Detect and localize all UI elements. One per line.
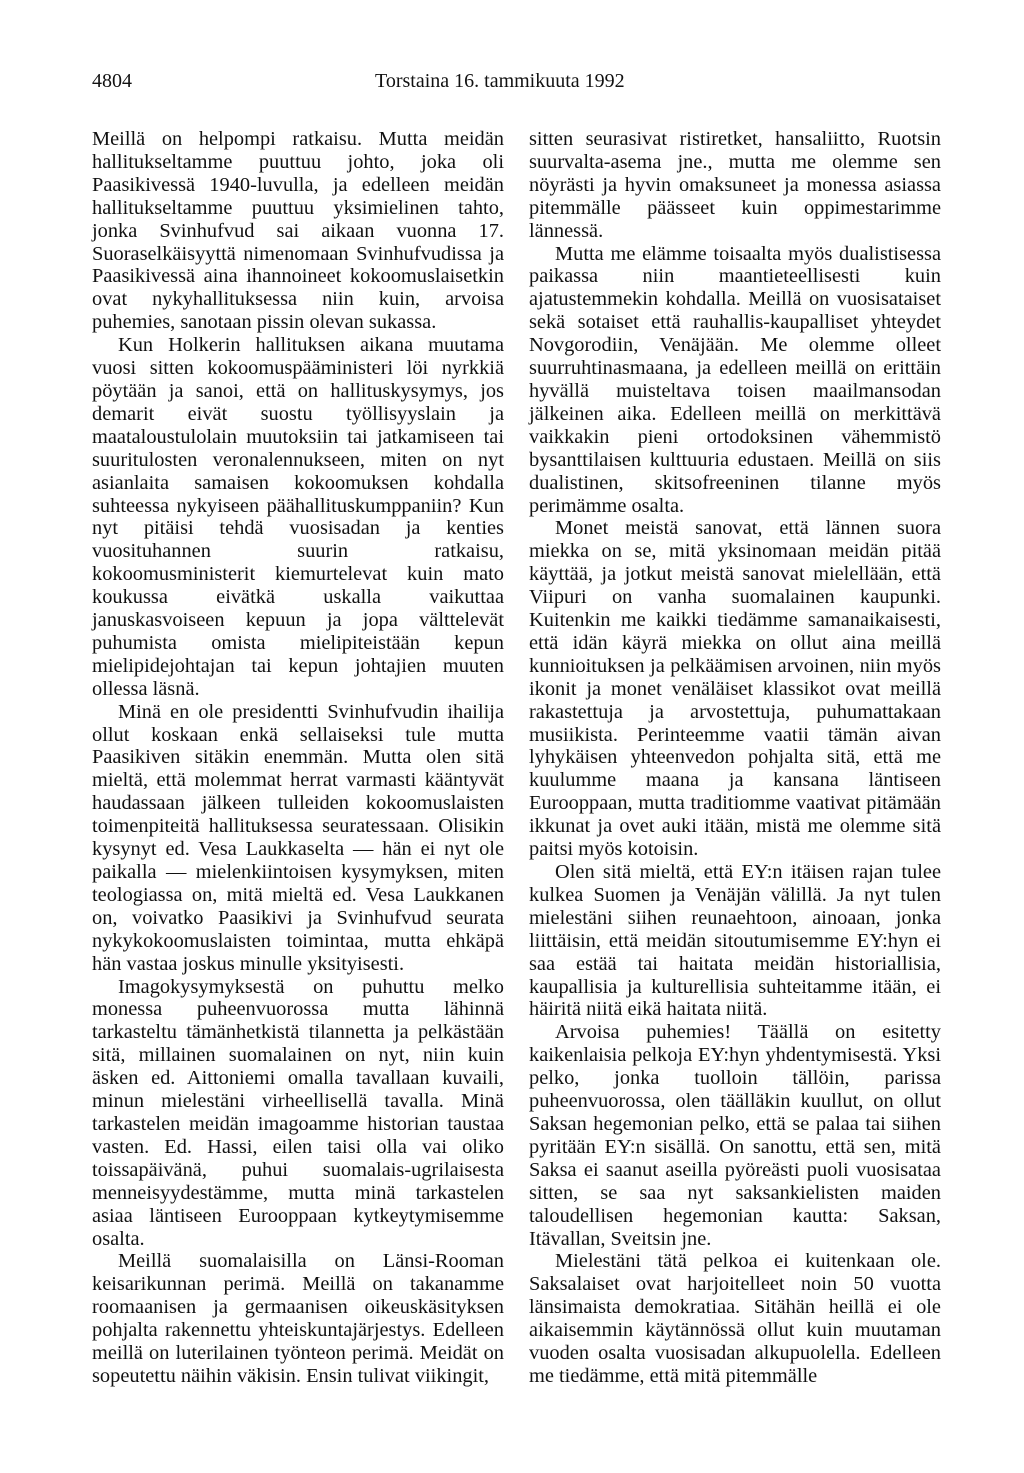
paragraph: Mielestäni tätä pelkoa ei kuitenkaan ole. Saksalaiset ovat harjoitelleet noin 50 vuotta länsimaista demokratiaa. Sitähän heillä ei ole aikaisemmin käytännössä ollut kuin muutaman vuoden osalta vuosisadan alkupuolella. Edelleen me tiedämme, että mitä pitemmälle (529, 1250, 941, 1387)
page-header (92, 70, 625, 100)
paragraph: Imagokysymyksestä on puhuttu melko monessa puheenvuorossa mutta lähinnä tarkasteltu tämänhetkistä tilannetta ja pelkästään sitä, millainen suomalainen on nyt, niin kuin äsken ed. Aittoniemi omalla tavallaan kuvaili, minun mielestäni virheellisellä tavalla. Minä tarkastelen meidän imagoamme historian taustaa vasten. Ed. Hassi, eilen taisi olla vai oliko toissapäivänä, puhui suomalais-ugrilaisesta menneisyydestämme, mutta minä tarkastelen asiaa läntiseen Eurooppaan kytkeytymisemme osalta. (92, 975, 504, 1250)
right-column (529, 128, 941, 1388)
paragraph: Kun Holkerin hallituksen aikana muutama vuosi sitten kokoomuspääministeri löi nyrkkiä pöytään ja sanoi, että on hallituskysymys, jos demarit eivät suostu työllisyyslain ja maataloustulolain muutoksiin tai jatkamiseen tai suuritulosten veronalennukseen, miten on nyt asianlaita samaisen kokoomuksen kohdalla suhteessa nykyiseen päähallituskumppaniin? Kun nyt pitäisi tehdä vuosisadan ja kenties vuosituhannen suurin ratkaisu, kokoomusministerit kiemurtelevat kuin mato koukussa eivätkä uskalla vaikuttaa januskasvoiseen kepuun ja jopa välttelevät puhumista omista mielipiteistään kepun mielipidejohtajan tai kepun johtajien muuten ollessa läsnä. (92, 334, 504, 700)
paragraph: Minä en ole presidentti Svinhufvudin ihailija ollut koskaan enkä sellaiseksi tule mutta Paasikiven sitäkin enemmän. Mutta olen sitä mieltä, että molemmat herrat varmasti kääntyvät haudassaan jälkeen tulleiden kokoomuslaisten toimenpiteitä hallituksessa seuratessaan. Olisikin kysynyt ed. Vesa Laukkaselta — hän ei nyt ole paikalla — mielenkiintoisen kysymyksen, miten teologiassa on, mitä mieltä ed. Vesa Laukkanen on, voivatko Paasikivi ja Svinhufvud seurata nykykokoomuslaisten toimintaa, mutta ehkäpä hän vastaa joskus minulle yksityisesti. (92, 700, 504, 975)
paragraph: sitten seurasivat ristiretket, hansaliitto, Ruotsin suurvalta-asema jne., mutta me olemme sen nöyrästi ja hyvin omaksuneet ja monessa asiassa pitemmälle päässeet kuin oppimestarimme lännessä. (529, 128, 941, 242)
left-column (92, 128, 504, 1388)
paragraph: Meillä suomalaisilla on Länsi-Rooman keisarikunnan perimä. Meillä on takanamme roomaanisen ja germaanisen oikeuskäsityksen pohjalta rakennettu yhteiskuntajärjestys. Edelleen meillä on luterilainen työnteon perimä. Meidät on sopeutettu näihin väkisin. Ensin tulivat viikingit, (92, 1250, 504, 1387)
paragraph: Meillä on helpompi ratkaisu. Mutta meidän hallitukseltamme puuttuu johto, joka oli Paasikivessä 1940-luvulla, ja edelleen meidän hallitukseltamme puuttuu yksimielinen tahto, jonka Svinhufvud sai aikaan vuonna 17. Suoraselkäisyyttä nimenomaan Svinhufvudissa ja Paasikivessä aina ihannoineet kokoomuslaisetkin ovat nykyhallituksessa niin kuin, arvoisa puhemies, sanotaan pissin olevan sukassa. (92, 128, 504, 334)
running-head-date: Torstaina 16. tammikuuta 1992 (375, 70, 625, 92)
paragraph: Monet meistä sanovat, että lännen suora miekka on se, mitä yksinomaan meidän pitää käyttää, ja jotkut meistä sanovat mielellään, että Viipuri on vanha suomalainen kaupunki. Kuitenkin me kaikki tiedämme samanaikaisesti, että idän käyrä miekka on ollut aina meillä kunnioituksen ja pelkäämisen arvoinen, niin myös ikonit ja monet venäläiset klassikot ovat meillä rakastettuja ja arvostettuja, puhumattakaan musiikista. Perinteemme vaatii tämän aivan lyhykäisen yhteenvedon pohjalta sitä, että me kuulumme maana ja kansana läntiseen Eurooppaan, mutta traditiomme vaativat pitämään ikkunat ja ovet auki itään, mistä me olemme sitä paitsi myös kotoisin. (529, 517, 941, 861)
paragraph: Mutta me elämme toisaalta myös dualistisessa paikassa niin maantieteellisesti kuin ajatustemmekin kohdalla. Meillä on vuosisataiset sekä sotaiset että rauhallis-kaupalliset yhteydet Novgorodiin, Venäjään. Me olemme olleet suurruhtinasmaana, ja edelleen meillä on erittäin hyvällä muisteltava toisen maailmansodan jälkeinen aika. Edelleen meillä on merkittävä vaikkakin pieni ortodoksinen vähemmistö bysanttilaisen kulttuuria edustaen. Meillä on siis dualistinen, skitsofreeninen tilanne myös perimämme osalta. (529, 242, 941, 517)
paragraph: Arvoisa puhemies! Täällä on esitetty kaikenlaisia pelkoja EY:hyn yhdentymisestä. Yksi pelko, jonka tuolloin tällöin, parissa puheenvuorossa, olen täälläkin kuullut, on ollut Saksan hegemonian pelko, että se palaa tai siihen pyritään EY:n sisällä. On sanottu, että sen, mitä Saksa ei saanut aseilla pyöreästi puoli vuosisataa sitten, se saa nyt saksankielisten maiden taloudellisen hegemonian kautta: Saksan, Itävallan, Sveitsin jne. (529, 1021, 941, 1250)
page-number: 4804 (92, 70, 132, 92)
paragraph: Olen sitä mieltä, että EY:n itäisen rajan tulee kulkea Suomen ja Venäjän välillä. Ja nyt tulen mielestäni siihen reunaehtoon, ainoaan, jonka liittäisin, että meidän sitoutumisemme EY:hyn ei saa estää tai haitata meidän historiallisia, kaupallisia ja kulturellisia suhteitamme itään, ei häiritä niitä eikä haitata niitä. (529, 861, 941, 1021)
